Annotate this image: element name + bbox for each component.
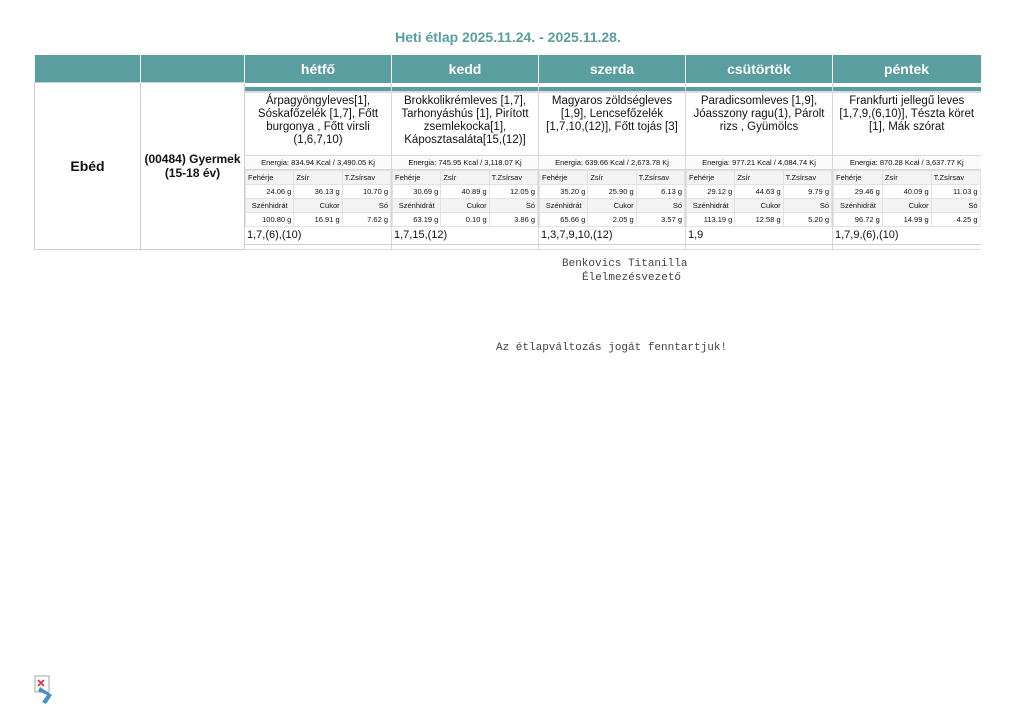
carb-value: 65.66 g — [540, 212, 588, 226]
sugar-label: Cukor — [441, 198, 489, 212]
sugar-label: Cukor — [882, 198, 931, 212]
signature-role: Élelmezésvezető — [582, 272, 682, 284]
group-label: (00484) Gyermek (15-18 év) — [141, 83, 245, 250]
header-empty-2 — [141, 55, 245, 83]
salt-value: 5.20 g — [783, 212, 831, 226]
day-header-thursday: csütörtök — [686, 55, 833, 83]
carb-label: Szénhidrát — [246, 198, 294, 212]
fat-label: Zsír — [735, 170, 783, 184]
satfat-value: 6.13 g — [636, 184, 684, 198]
fat-label: Zsír — [588, 170, 636, 184]
sugar-value: 0.10 g — [441, 212, 489, 226]
protein-label: Fehérje — [834, 170, 883, 184]
allergen-codes: 1,7,9,(6),(10) — [833, 227, 981, 245]
sugar-value: 2.05 g — [588, 212, 636, 226]
protein-label: Fehérje — [246, 170, 294, 184]
protein-value: 30.69 g — [393, 184, 441, 198]
fat-value: 44.63 g — [735, 184, 783, 198]
protein-value: 24.06 g — [246, 184, 294, 198]
sugar-label: Cukor — [294, 198, 342, 212]
satfat-value: 10.70 g — [342, 184, 390, 198]
dish-description: Frankfurti jellegű leves [1,7,9,(6,10)], Tészta köret [1], Mák szórat — [839, 94, 975, 133]
day-column — [392, 83, 539, 250]
row-divider — [245, 245, 391, 250]
energy-value: Energia: 745.95 Kcal / 3,118.07 Kj — [392, 155, 538, 170]
protein-label: Fehérje — [540, 170, 588, 184]
nutrition-table — [392, 170, 538, 227]
day-column — [245, 83, 392, 250]
carb-value: 113.19 g — [687, 212, 735, 226]
carb-value: 100.80 g — [246, 212, 294, 226]
protein-value: 35.20 g — [540, 184, 588, 198]
nutrition-table — [245, 170, 391, 227]
carb-value: 63.19 g — [393, 212, 441, 226]
allergen-codes: 1,3,7,9,10,(12) — [539, 227, 685, 245]
broken-image-icon — [34, 675, 56, 705]
fat-value: 40.89 g — [441, 184, 489, 198]
day-header-tuesday: kedd — [392, 55, 539, 83]
satfat-label: T.Zsírsav — [489, 170, 537, 184]
day-header-wednesday: szerda — [539, 55, 686, 83]
satfat-label: T.Zsírsav — [636, 170, 684, 184]
allergen-codes: 1,7,15,(12) — [392, 227, 538, 245]
meal-label: Ebéd — [35, 83, 141, 250]
salt-label: Só — [489, 198, 537, 212]
salt-value: 3.86 g — [489, 212, 537, 226]
carb-label: Szénhidrát — [393, 198, 441, 212]
sugar-value: 12.58 g — [735, 212, 783, 226]
dish-description: Paradicsomleves [1,9], Jóasszony ragu(1), Párolt rizs , Gyümölcs — [693, 94, 825, 133]
nutrition-table — [686, 170, 832, 227]
dish-description: Brokkolikrémleves [1,7], Tarhonyáshús [1], Pirított zsemlekocka[1], Káposztasaláta[15,(12)] — [401, 94, 529, 146]
signature-name: Benkovics Titanilla — [562, 258, 688, 270]
fat-label: Zsír — [294, 170, 342, 184]
salt-label: Só — [783, 198, 831, 212]
satfat-value: 9.79 g — [783, 184, 831, 198]
day-column — [833, 83, 981, 250]
sugar-value: 14.99 g — [882, 212, 931, 226]
day-column — [539, 83, 686, 250]
nutrition-table — [539, 170, 685, 227]
fat-value: 36.13 g — [294, 184, 342, 198]
fat-label: Zsír — [441, 170, 489, 184]
dish-description: Magyaros zöldségleves [1,9], Lencsefőzelék [1,7,10,(12)], Főtt tojás [3] — [546, 94, 678, 133]
page-title: Heti étlap 2025.11.24. - 2025.11.28. — [395, 29, 621, 45]
fat-value: 25.90 g — [588, 184, 636, 198]
salt-value: 4.25 g — [931, 212, 980, 226]
salt-label: Só — [931, 198, 980, 212]
sugar-label: Cukor — [735, 198, 783, 212]
satfat-label: T.Zsírsav — [931, 170, 980, 184]
protein-label: Fehérje — [393, 170, 441, 184]
protein-value: 29.12 g — [687, 184, 735, 198]
nutrition-table — [833, 170, 981, 227]
sugar-value: 16.91 g — [294, 212, 342, 226]
dish-description: Árpagyöngyleves[1], Sóskafőzelék [1,7], Főtt burgonya , Főtt virsli (1,6,7,10) — [257, 94, 379, 146]
allergen-codes: 1,9 — [686, 227, 832, 245]
carb-value: 96.72 g — [834, 212, 883, 226]
protein-label: Fehérje — [687, 170, 735, 184]
day-column — [686, 83, 833, 250]
menu-table — [34, 55, 981, 250]
satfat-label: T.Zsírsav — [342, 170, 390, 184]
satfat-value: 12.05 g — [489, 184, 537, 198]
row-divider — [539, 245, 685, 250]
energy-value: Energia: 639.66 Kcal / 2,673.78 Kj — [539, 155, 685, 170]
disclaimer-note: Az étlapváltozás jogát fenntartjuk! — [496, 342, 728, 354]
satfat-value: 11.03 g — [931, 184, 980, 198]
energy-value: Energia: 870.28 Kcal / 3,637.77 Kj — [833, 155, 981, 170]
row-divider — [833, 245, 981, 250]
carb-label: Szénhidrát — [687, 198, 735, 212]
fat-value: 40.09 g — [882, 184, 931, 198]
day-header-monday: hétfő — [245, 55, 392, 83]
salt-label: Só — [342, 198, 390, 212]
fat-label: Zsír — [882, 170, 931, 184]
carb-label: Szénhidrát — [540, 198, 588, 212]
energy-value: Energia: 834.94 Kcal / 3,490.05 Kj — [245, 155, 391, 170]
row-divider — [392, 245, 538, 250]
satfat-label: T.Zsírsav — [783, 170, 831, 184]
protein-value: 29.46 g — [834, 184, 883, 198]
header-row — [35, 55, 981, 83]
salt-value: 7.62 g — [342, 212, 390, 226]
row-divider — [686, 245, 832, 250]
salt-label: Só — [636, 198, 684, 212]
allergen-codes: 1,7,(6),(10) — [245, 227, 391, 245]
day-header-friday: péntek — [833, 55, 981, 83]
sugar-label: Cukor — [588, 198, 636, 212]
energy-value: Energia: 977.21 Kcal / 4,084.74 Kj — [686, 155, 832, 170]
salt-value: 3.57 g — [636, 212, 684, 226]
header-empty-1 — [35, 55, 141, 83]
carb-label: Szénhidrát — [834, 198, 883, 212]
